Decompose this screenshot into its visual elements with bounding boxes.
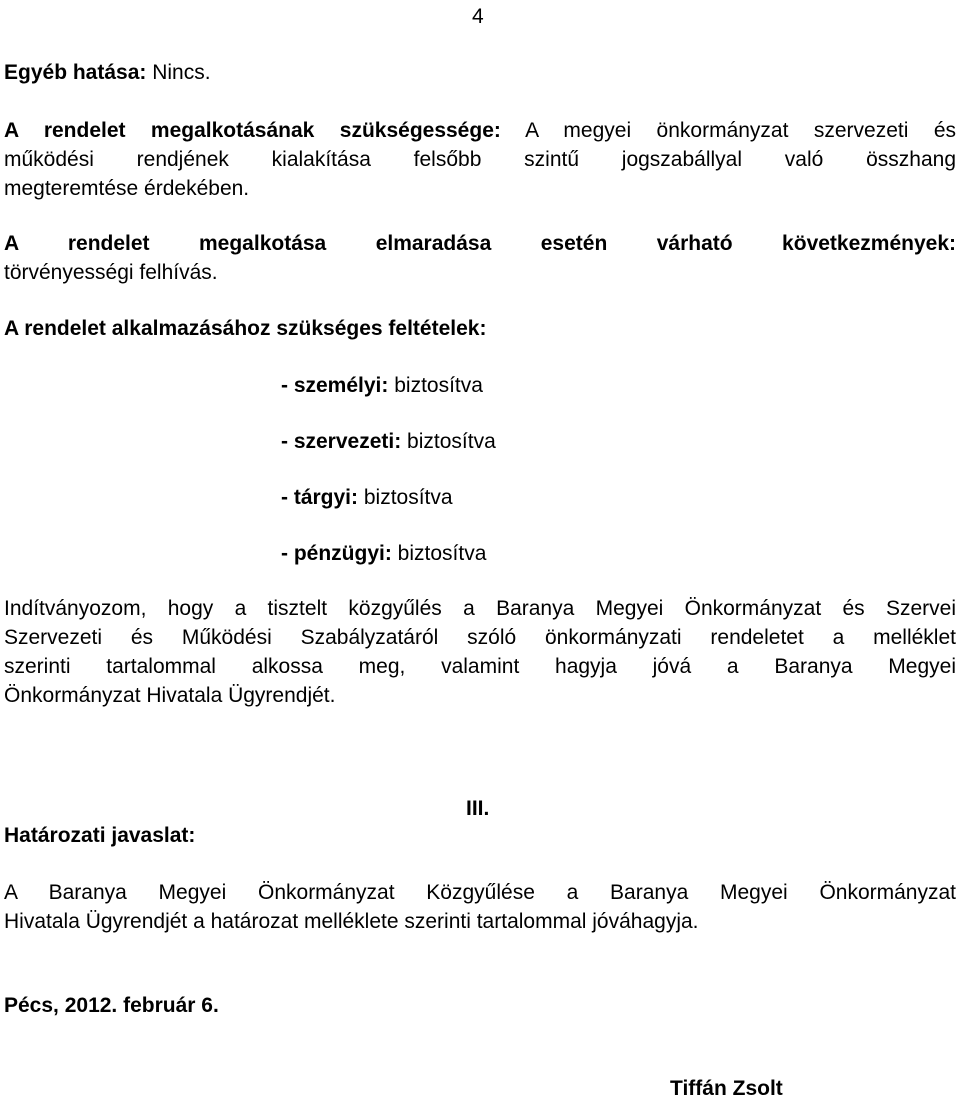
other-effect-label: Egyéb hatása: <box>4 61 147 84</box>
consequences-value: törvényességi felhívás. <box>4 261 218 284</box>
condition-label: - tárgyi: <box>281 486 359 509</box>
necessity-label: A rendelet megalkotásának szükségessége: <box>4 119 501 142</box>
necessity-line1-rest: A megyei önkormányzat szervezeti és <box>500 119 956 142</box>
condition-label: - pénzügyi: <box>281 542 392 565</box>
proposal-line-4: Önkormányzat Hivatala Ügyrendjét. <box>4 684 336 707</box>
signatory-name: Tiffán Zsolt <box>670 1077 783 1100</box>
page-number: 4 <box>472 5 484 28</box>
resolution-line-1: A Baranya Megyei Önkormányzat Közgyűlése a Baranya Megyei Önkormányzat <box>4 881 956 904</box>
resolution-line-2: Hivatala Ügyrendjét a határozat melléklete szerinti tartalommal jóváhagyja. <box>4 910 699 933</box>
necessity-line-3: megteremtése érdekében. <box>4 177 250 200</box>
condition-label: - személyi: <box>281 374 389 397</box>
condition-value: biztosítva <box>388 374 483 397</box>
condition-value: biztosítva <box>391 542 487 565</box>
other-effect-line <box>4 58 956 87</box>
resolution-number: III. <box>466 797 490 820</box>
condition-item-organizational <box>281 427 496 456</box>
condition-value: biztosítva <box>358 486 453 509</box>
condition-value: biztosítva <box>401 430 496 453</box>
condition-label: - szervezeti: <box>281 430 402 453</box>
consequences-label: A rendelet megalkotása elmaradása esetén várható következmények: <box>4 232 956 255</box>
proposal-line-3: szerinti tartalommal alkossa meg, valamint hagyja jóvá a Baranya Megyei <box>4 655 956 678</box>
proposal-line-1: Indítványozom, hogy a tisztelt közgyűlés a Baranya Megyei Önkormányzat és Szervei <box>4 597 956 620</box>
conditions-heading: A rendelet alkalmazásához szükséges feltételek: <box>4 317 487 340</box>
condition-item-financial <box>281 539 486 568</box>
condition-item-personal <box>281 371 483 400</box>
necessity-line-2: működési rendjének kialakítása felsőbb szintű jogszabállyal való összhang <box>4 148 956 171</box>
place-date: Pécs, 2012. február 6. <box>4 994 219 1017</box>
other-effect-value: Nincs. <box>146 61 211 84</box>
condition-item-material <box>281 483 453 512</box>
proposal-line-2: Szervezeti és Működési Szabályzatáról szóló önkormányzati rendeletet a melléklet <box>4 626 956 649</box>
necessity-line-1 <box>4 116 956 145</box>
resolution-label: Határozati javaslat: <box>4 824 196 847</box>
